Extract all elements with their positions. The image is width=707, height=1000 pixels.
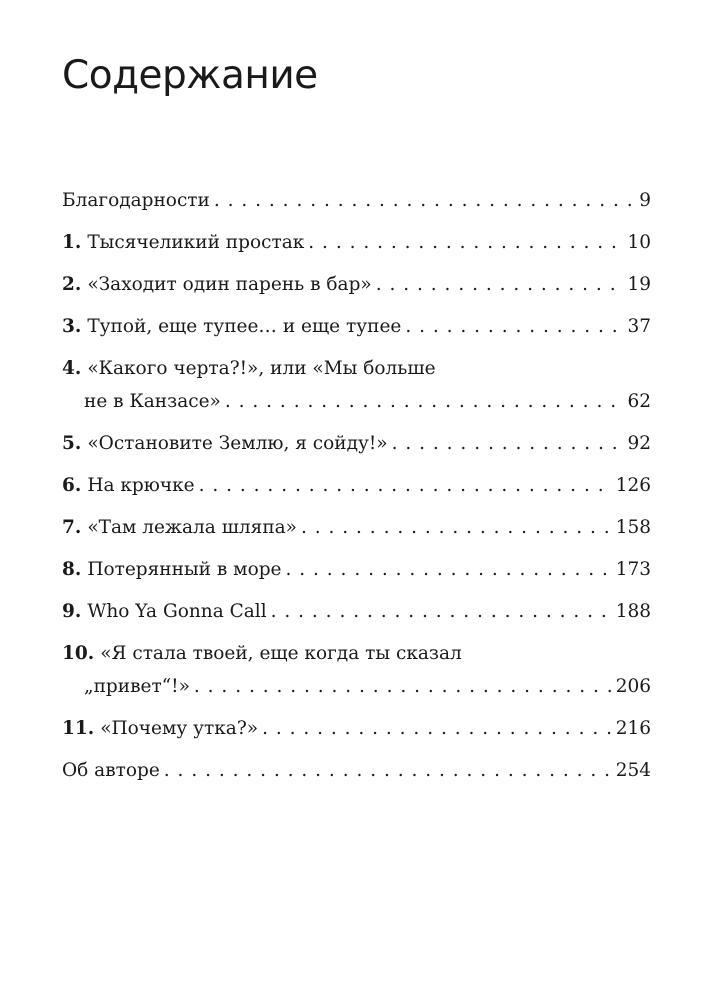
toc-entry-chapter-8 bbox=[62, 549, 651, 591]
toc-entry-chapter-10 bbox=[62, 633, 651, 708]
toc-page-number: 173 bbox=[615, 559, 651, 580]
toc-line bbox=[62, 708, 651, 750]
toc-line bbox=[62, 423, 651, 465]
toc-line bbox=[62, 306, 651, 348]
toc-page-number: 19 bbox=[627, 274, 651, 295]
toc-page-number: 92 bbox=[627, 433, 651, 454]
toc-page-number: 188 bbox=[615, 601, 651, 622]
toc-line bbox=[62, 180, 651, 222]
chapter-number: 1. bbox=[62, 232, 82, 253]
toc-line bbox=[62, 222, 651, 264]
dot-leader bbox=[214, 180, 635, 222]
dot-leader bbox=[194, 666, 612, 708]
toc-page-number: 10 bbox=[627, 232, 651, 253]
chapter-number: 6. bbox=[62, 475, 82, 496]
toc-page-number: 62 bbox=[627, 391, 651, 412]
toc-entry-title: Тупой, еще тупее… и еще тупее bbox=[87, 316, 402, 337]
dot-leader bbox=[164, 750, 612, 792]
toc-entry-title: «Какого черта?!», или «Мы больше bbox=[87, 358, 436, 379]
chapter-number: 2. bbox=[62, 274, 82, 295]
toc-entry-chapter-7 bbox=[62, 507, 651, 549]
toc-entry-chapter-9 bbox=[62, 591, 651, 633]
toc-entry-chapter-2 bbox=[62, 264, 651, 306]
toc-entry-title: «Заходит один парень в бар» bbox=[87, 274, 372, 295]
toc-entry-title: «Почему утка?» bbox=[100, 718, 259, 739]
toc-entry-chapter-5 bbox=[62, 423, 651, 465]
chapter-number: 5. bbox=[62, 433, 82, 454]
toc-entry-title: Об авторе bbox=[62, 760, 160, 781]
toc-entry-title-continuation: „привет“!» bbox=[84, 676, 190, 697]
dot-leader bbox=[301, 507, 612, 549]
chapter-number: 3. bbox=[62, 316, 82, 337]
chapter-number: 11. bbox=[62, 718, 95, 739]
toc-line bbox=[62, 549, 651, 591]
dot-leader bbox=[225, 381, 624, 423]
dot-leader bbox=[392, 423, 624, 465]
toc-page-number: 37 bbox=[627, 316, 651, 337]
toc-entry-chapter-11 bbox=[62, 708, 651, 750]
table-of-contents bbox=[62, 180, 651, 792]
toc-line bbox=[62, 750, 651, 792]
toc-page-number: 158 bbox=[615, 517, 651, 538]
chapter-number: 4. bbox=[62, 358, 82, 379]
toc-entry-chapter-3 bbox=[62, 306, 651, 348]
toc-page-number: 254 bbox=[615, 760, 651, 781]
toc-line bbox=[62, 264, 651, 306]
dot-leader bbox=[405, 306, 623, 348]
toc-line bbox=[62, 507, 651, 549]
dot-leader bbox=[199, 465, 612, 507]
toc-entry-title: «Там лежала шляпа» bbox=[87, 517, 297, 538]
toc-entry-about-author bbox=[62, 750, 651, 792]
chapter-number: 10. bbox=[62, 643, 95, 664]
toc-page-number: 206 bbox=[615, 676, 651, 697]
toc-page-number: 216 bbox=[615, 718, 651, 739]
toc-entry-chapter-4 bbox=[62, 348, 651, 423]
chapter-number: 9. bbox=[62, 601, 82, 622]
toc-page-number: 9 bbox=[639, 190, 651, 211]
toc-entry-title: Who Ya Gonna Call bbox=[87, 601, 267, 622]
toc-entry-title-continuation: не в Канзасе» bbox=[84, 391, 221, 412]
toc-entry-title: Благодарности bbox=[62, 190, 210, 211]
toc-line bbox=[62, 465, 651, 507]
toc-line bbox=[62, 591, 651, 633]
dot-leader bbox=[262, 708, 612, 750]
chapter-number: 8. bbox=[62, 559, 82, 580]
toc-line-continuation bbox=[62, 666, 651, 708]
chapter-number: 7. bbox=[62, 517, 82, 538]
toc-page-number: 126 bbox=[615, 475, 651, 496]
toc-entry-title: «Я стала твоей, еще когда ты сказал bbox=[100, 643, 462, 664]
toc-entry-chapter-1 bbox=[62, 222, 651, 264]
toc-entry-acknowledgements bbox=[62, 180, 651, 222]
dot-leader bbox=[271, 591, 612, 633]
toc-entry-chapter-6 bbox=[62, 465, 651, 507]
toc-entry-title: «Остановите Землю, я сойду!» bbox=[87, 433, 388, 454]
toc-entry-title: Тысячеликий простак bbox=[87, 232, 305, 253]
dot-leader bbox=[308, 222, 623, 264]
dot-leader bbox=[376, 264, 624, 306]
page-title: Содержание bbox=[62, 53, 318, 98]
toc-line-continuation bbox=[62, 381, 651, 423]
toc-entry-title: На крючке bbox=[87, 475, 195, 496]
dot-leader bbox=[286, 549, 612, 591]
toc-entry-title: Потерянный в море bbox=[87, 559, 282, 580]
